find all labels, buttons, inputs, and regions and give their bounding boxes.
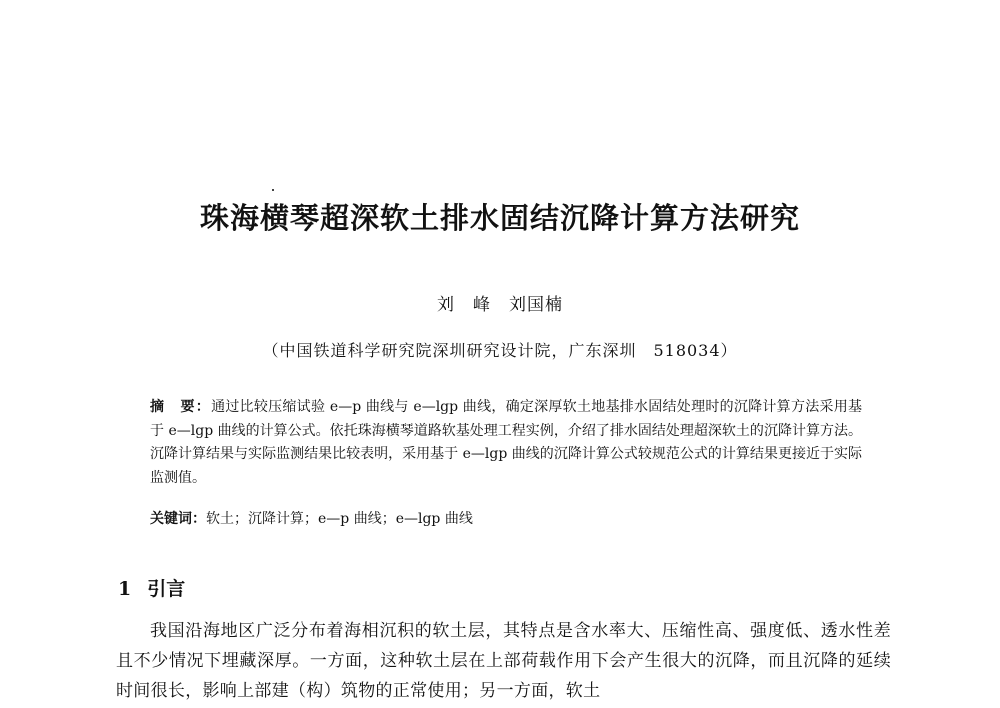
keywords: [150, 508, 862, 531]
body-text: [116, 616, 891, 706]
abstract-text: 通过比较压缩试验 e—p 曲线与 e—lgp 曲线，确定深厚软土地基排水固结处理时的沉降计算方法采用基于 e—lgp 曲线的计算公式。依托珠海横琴道路软基处理工程实例，介绍了排水固结处理超深软土的沉降计算方法。沉降计算结果与实际监测结果比较表明，采用基于 e—lgp 曲线的沉降计算公式较规范公式的计算结果更接近于实际监测值。: [150, 399, 863, 486]
abstract: [150, 396, 862, 490]
body-paragraph: 我国沿海地区广泛分布着海相沉积的软土层，其特点是含水率大、压缩性高、强度低、透水性差且不少情况下埋藏深厚。一方面，这种软土层在上部荷载作用下会产生很大的沉降，而且沉降的延续时间很长，影响上部建（构）筑物的正常使用；另一方面，软土: [116, 621, 891, 701]
keywords-text: 软土；沉降计算；e—p 曲线；e—lgp 曲线: [206, 511, 473, 527]
paper-authors: 刘 峰 刘国楠: [437, 295, 563, 315]
paper-affiliation: （中国铁道科学研究院深圳研究设计院，广东深圳 518034）: [262, 341, 738, 360]
keywords-label: 关键词：: [150, 511, 206, 527]
section-heading: [118, 574, 185, 601]
section-number: 1: [118, 578, 132, 600]
section-title: 引言: [147, 578, 186, 600]
abstract-label: 摘 要：: [150, 399, 212, 415]
paper-title: 珠海横琴超深软土排水固结沉降计算方法研究: [199, 201, 800, 235]
scan-speck: [272, 189, 274, 191]
